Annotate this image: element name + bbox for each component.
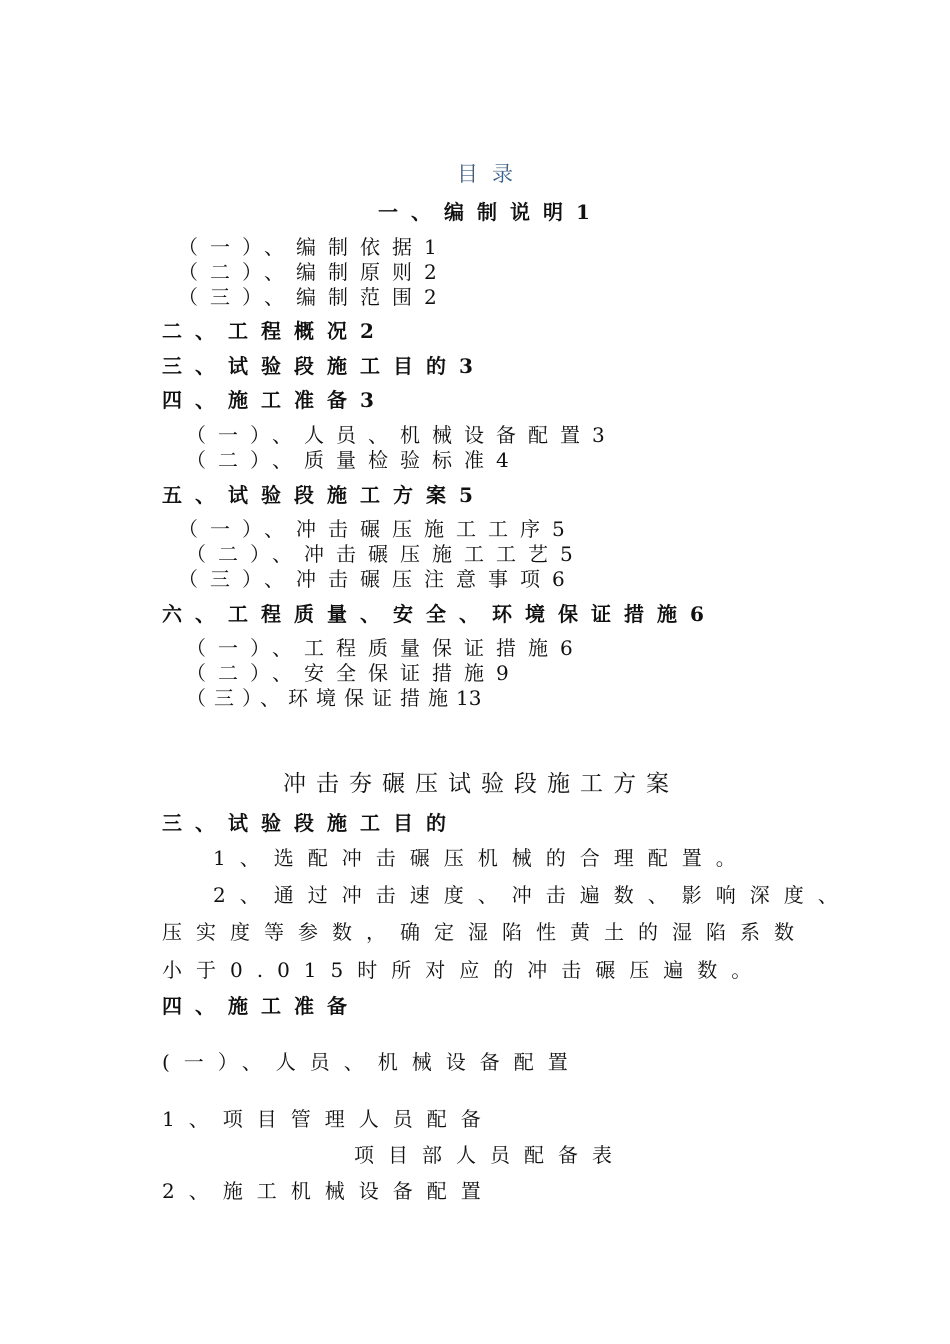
paragraph-3-1: 1、选配冲击碾压机械的合理配置。	[213, 846, 750, 870]
toc-entry-5-1[interactable]	[178, 519, 565, 539]
toc-entry-label: 四、施工准备	[162, 388, 360, 412]
toc-entry-5[interactable]	[162, 485, 473, 505]
table-caption: 项目部人员配备表	[354, 1143, 626, 1167]
list-item-1: 1、项目管理人员配备	[162, 1107, 495, 1131]
toc-entry-page: 3	[360, 388, 374, 412]
toc-entry-page: 2	[360, 319, 374, 343]
toc-entry-page: 6	[552, 567, 565, 591]
toc-entry-1-1[interactable]	[178, 237, 437, 257]
toc-entry-3[interactable]	[162, 356, 473, 376]
toc-entry-page: 9	[496, 661, 509, 685]
toc-entry-page: 1	[576, 200, 590, 224]
toc-entry-label: 二、工程概况	[162, 319, 360, 343]
list-item-2: 2、施工机械设备配置	[162, 1179, 495, 1203]
toc-entry-4[interactable]	[162, 390, 374, 410]
toc-entry-label: （一）、工程质量保证措施	[186, 636, 560, 660]
toc-entry-page: 3	[459, 354, 473, 378]
toc-entry-label: （一）、冲击碾压施工工序	[178, 517, 552, 541]
subsection-heading-4-1: (一）、人员、机械设备配置	[162, 1050, 582, 1074]
toc-entry-label: （二）、编制原则	[178, 260, 424, 284]
toc-entry-page: 5	[560, 542, 573, 566]
toc-entry-1[interactable]	[378, 202, 590, 222]
toc-entry-4-1[interactable]	[186, 425, 605, 445]
toc-title: 目录	[457, 162, 527, 186]
toc-entry-label: 五、试验段施工方案	[162, 483, 459, 507]
toc-entry-label: 三、试验段施工目的	[162, 354, 459, 378]
paragraph-3-2-line3: 小于0.015时所对应的冲击碾压遍数。	[162, 958, 766, 982]
toc-entry-label: （二）、冲击碾压施工工艺	[186, 542, 560, 566]
section-heading-3: 三、试验段施工目的	[162, 811, 459, 835]
toc-entry-label: （三）、环境保证措施	[186, 686, 456, 710]
toc-entry-4-2[interactable]	[186, 450, 509, 470]
toc-entry-2[interactable]	[162, 321, 374, 341]
toc-entry-label: （三）、编制范围	[178, 285, 424, 309]
toc-entry-label: （一）、编制依据	[178, 235, 424, 259]
toc-entry-page: 6	[560, 636, 573, 660]
toc-entry-label: （三）、冲击碾压注意事项	[178, 567, 552, 591]
toc-entry-label: （一）、人员、机械设备配置	[186, 423, 592, 447]
toc-entry-6-1[interactable]	[186, 638, 573, 658]
toc-entry-page: 13	[456, 686, 482, 710]
toc-entry-label: （二）、质量检验标准	[186, 448, 496, 472]
toc-entry-5-3[interactable]	[178, 569, 565, 589]
document-title: 冲击夯碾压试验段施工方案	[283, 771, 679, 797]
paragraph-3-2-line1: 2、通过冲击速度、冲击遍数、影响深度、	[213, 883, 852, 907]
toc-entry-page: 6	[690, 602, 704, 626]
toc-entry-6-2[interactable]	[186, 663, 509, 683]
toc-entry-label: 一、编制说明	[378, 200, 576, 224]
toc-entry-1-3[interactable]	[178, 287, 437, 307]
toc-entry-page: 5	[459, 483, 473, 507]
section-heading-4: 四、施工准备	[162, 994, 360, 1018]
toc-entry-label: （二）、安全保证措施	[186, 661, 496, 685]
toc-entry-6[interactable]	[162, 604, 704, 624]
toc-entry-page: 2	[424, 285, 437, 309]
toc-entry-page: 4	[496, 448, 509, 472]
toc-entry-page: 3	[592, 423, 605, 447]
paragraph-3-2-line2: 压实度等参数，确定湿陷性黄土的湿陷系数	[162, 920, 808, 944]
toc-entry-label: 六、工程质量、安全、环境保证措施	[162, 602, 690, 626]
toc-entry-page: 2	[424, 260, 437, 284]
toc-entry-page: 1	[424, 235, 437, 259]
toc-entry-page: 5	[552, 517, 565, 541]
toc-entry-5-2[interactable]	[186, 544, 573, 564]
toc-entry-1-2[interactable]	[178, 262, 437, 282]
toc-entry-6-3[interactable]	[186, 688, 481, 708]
